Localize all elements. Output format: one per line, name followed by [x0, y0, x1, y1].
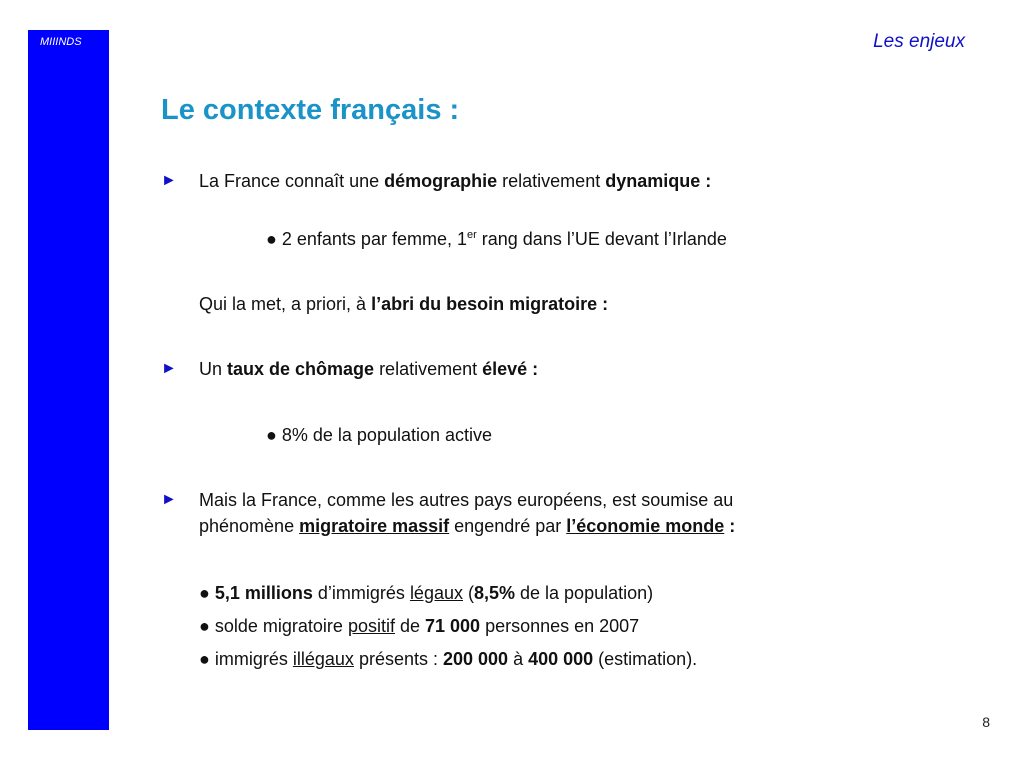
- bullet-migration-line1: Mais la France, comme les autres pays européens, est soumise au: [199, 490, 734, 510]
- bullet-demographie: La France connaît une démographie relativement dynamique :: [199, 171, 712, 191]
- slide-title: Le contexte français :: [161, 94, 460, 126]
- sub-point-net-migration: ● solde migratoire positif de 71 000 personnes en 2007: [199, 616, 640, 636]
- bullet-arrow-icon: ►: [161, 491, 177, 508]
- bullet-chomage: Un taux de chômage relativement élevé :: [199, 359, 539, 379]
- page-number: 8: [982, 714, 990, 730]
- sidebar-label: MIIINDS: [40, 36, 82, 48]
- sub-point-legal-immigrants: ● 5,1 millions d’immigrés légaux (8,5% de la population): [199, 583, 654, 603]
- bullet-arrow-icon: ►: [161, 172, 177, 189]
- sub-point-unemployment: ● 8% de la population active: [266, 425, 493, 445]
- bullet-arrow-icon: ►: [161, 360, 177, 377]
- sub-point-illegal-immigrants: ● immigrés illégaux présents : 200 000 à 400 000 (estimation).: [199, 649, 698, 669]
- sidebar-bar: [28, 30, 109, 730]
- note-migration-need: Qui la met, a priori, à l’abri du besoin migratoire :: [199, 294, 609, 314]
- bullet-migration-line2: phénomène migratoire massif engendré par l’économie monde :: [199, 516, 736, 536]
- section-header: Les enjeux: [873, 31, 965, 52]
- sub-point-fertility: ● 2 enfants par femme, 1er rang dans l’UE devant l’Irlande: [266, 229, 727, 249]
